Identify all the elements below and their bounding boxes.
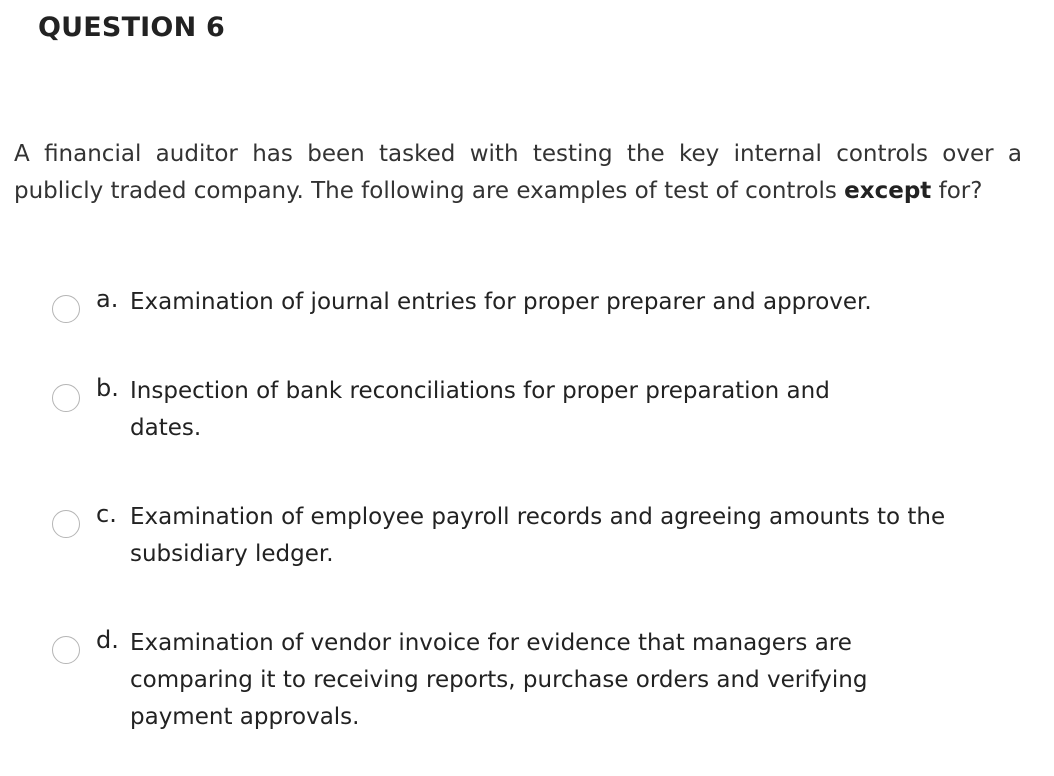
option-text-d: Examination of vendor invoice for evidence that managers are comparing it to receiving reports, purchase orders and verifying payment approvals. [130, 630, 868, 730]
answer-option-a[interactable] [52, 285, 950, 323]
question-text-emphasis: except [844, 178, 932, 204]
question-title: QUESTION 6 [38, 12, 225, 43]
radio-button-d[interactable] [52, 636, 80, 664]
option-letter-c: c. [96, 500, 117, 528]
option-text-c: Examination of employee payroll records and agreeing amounts to the subsidiary ledger. [130, 504, 946, 567]
answer-option-b[interactable] [52, 374, 900, 447]
question-text-part1: A financial auditor has been tasked with testing the key internal controls over a publicly traded company. The following are examples of test of controls [14, 141, 1022, 204]
answer-option-c[interactable] [52, 500, 960, 573]
radio-button-a[interactable] [52, 295, 80, 323]
question-text-part2: for? [931, 178, 983, 204]
radio-button-c[interactable] [52, 510, 80, 538]
question-text [14, 136, 1022, 210]
option-text-a: Examination of journal entries for proper preparer and approver. [130, 289, 872, 315]
option-letter-a: a. [96, 285, 119, 313]
option-text-b: Inspection of bank reconciliations for proper preparation and dates. [130, 378, 830, 441]
answer-option-d[interactable] [52, 626, 920, 736]
radio-button-b[interactable] [52, 384, 80, 412]
option-letter-b: b. [96, 374, 119, 402]
option-letter-d: d. [96, 626, 119, 654]
